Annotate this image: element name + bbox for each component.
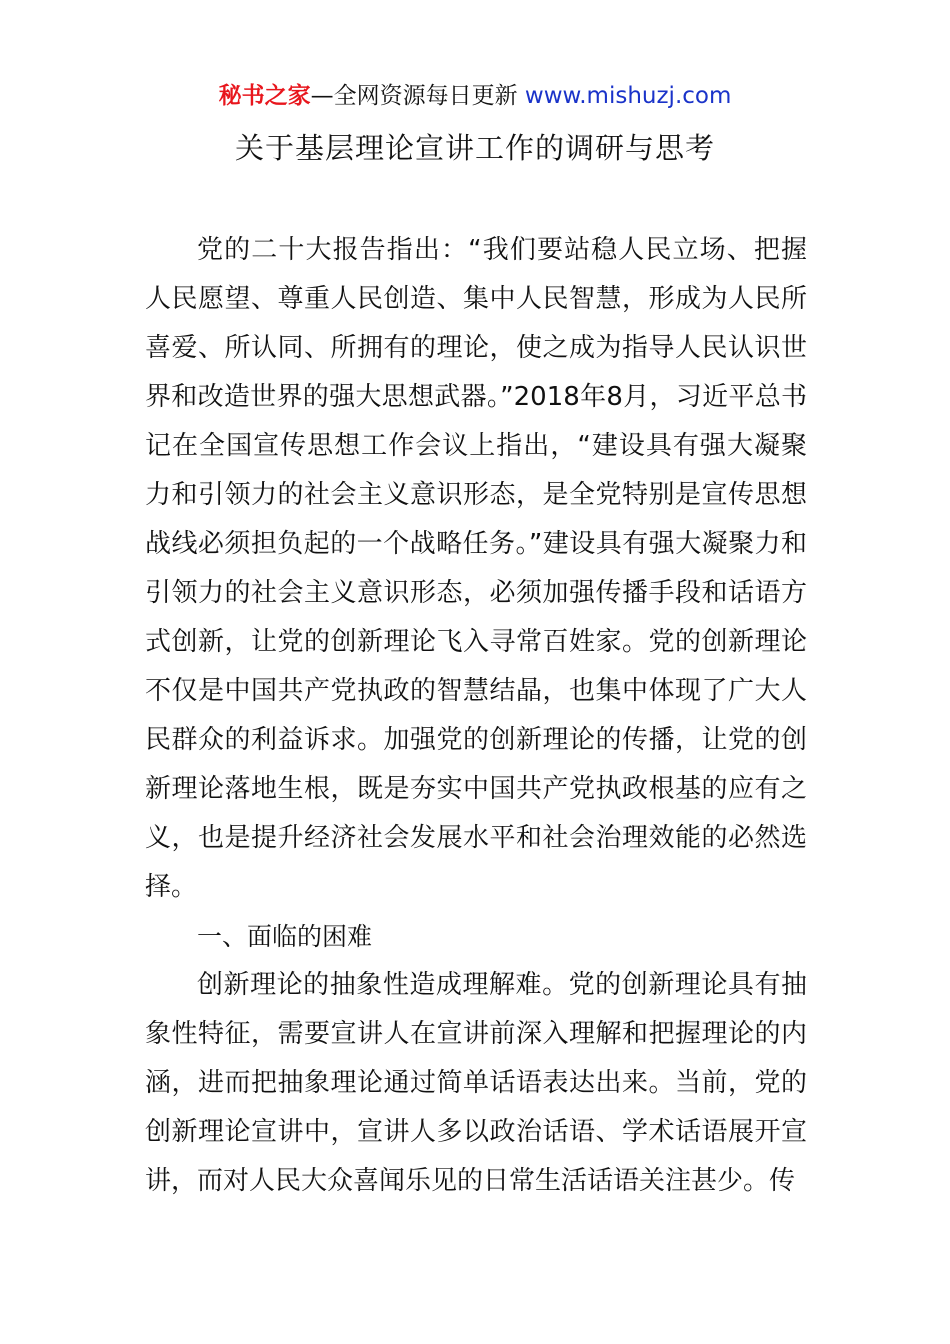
body-paragraph: 党的二十大报告指出：“我们要站稳人民立场、把握人民愿望、尊重人民创造、集中人民智慧，形成为人民所喜爱、所认同、所拥有的理论，使之成为指导人民认识世界和改造世界的强大思想武器。”2018年8月，习近平总书记在全国宣传思想工作会议上指出，“建设具有强大凝聚力和引领力的社会主义意识形态，是全党特别是宣传思想战线必须担负起的一个战略任务。”建设具有强大凝聚力和引领力的社会主义意识形态，必须加强传播手段和话语方式创新，让党的创新理论飞入寻常百姓家。党的创新理论不仅是中国共产党执政的智慧结晶，也集中体现了广大人民群众的利益诉求。加强党的创新理论的传播，让党的创新理论落地生根，既是夯实中国共产党执政根基的应有之义，也是提升经济社会发展水平和社会治理效能的必然选择。 [145, 235, 807, 902]
site-url-link[interactable]: www.mishuzj.com [524, 83, 732, 109]
section-heading: 一、面临的困难 [197, 922, 373, 951]
site-brand: 秘书之家 [218, 83, 311, 109]
site-tagline: —全网资源每日更新 [310, 83, 525, 109]
body-paragraph: 创新理论的抽象性造成理解难。党的创新理论具有抽象性特征，需要宣讲人在宣讲前深入理解和把握理论的内涵，进而把抽象理论通过简单话语表达出来。当前，党的创新理论宣讲中，宣讲人多以政治话语、学术话语展开宣讲，而对人民大众喜闻乐见的日常生活话语关注甚少。传 [145, 970, 807, 1196]
document-title: 关于基层理论宣讲工作的调研与思考 [234, 131, 715, 165]
site-header [0, 80, 950, 112]
document-body [145, 226, 807, 1206]
